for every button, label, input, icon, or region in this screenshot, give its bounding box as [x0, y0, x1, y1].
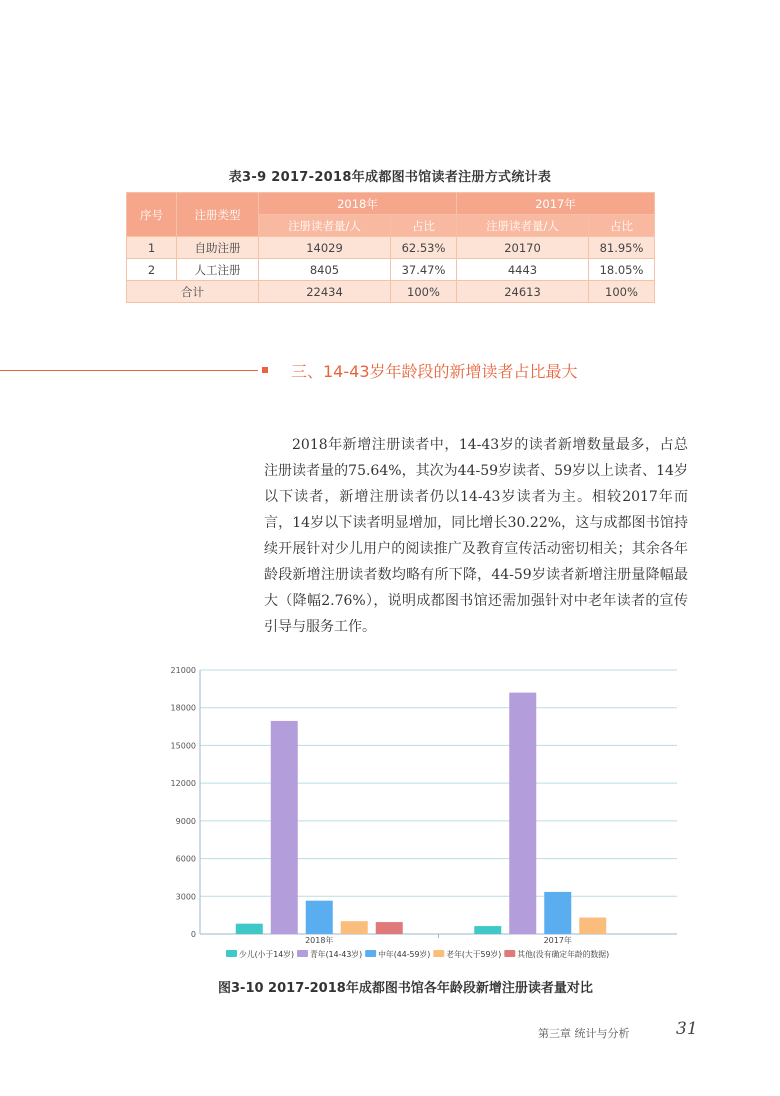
cell-count-2018: 14029 [259, 237, 391, 259]
cell-ratio-2018: 37.47% [391, 259, 457, 281]
legend-swatch [297, 950, 308, 957]
table-row [127, 237, 655, 259]
section-rule [0, 370, 258, 371]
header-count-2018: 注册读者量/人 [259, 215, 391, 237]
y-tick-label: 15000 [170, 741, 196, 751]
bar [306, 901, 333, 934]
cell-count-2018: 8405 [259, 259, 391, 281]
total-ratio-2018: 100% [391, 281, 457, 303]
cell-ratio-2018: 62.53% [391, 237, 457, 259]
y-tick-label: 12000 [170, 779, 196, 789]
legend-label: 中年(44-59岁) [378, 950, 431, 959]
bar [579, 918, 606, 934]
bar [236, 924, 263, 934]
header-year-2018: 2018年 [259, 193, 457, 215]
bar [341, 921, 368, 934]
header-count-2017: 注册读者量/人 [457, 215, 589, 237]
registration-stats-table [126, 192, 655, 303]
y-tick-label: 0 [190, 930, 196, 939]
y-tick-label: 18000 [170, 703, 196, 713]
header-ratio-2018: 占比 [391, 215, 457, 237]
legend-label: 青年(14-43岁) [310, 950, 363, 959]
x-tick-label: 2017年 [543, 936, 572, 945]
legend-swatch [504, 950, 515, 957]
y-tick-label: 6000 [175, 854, 196, 864]
cell-index: 2 [127, 259, 177, 281]
y-tick-label: 3000 [175, 892, 196, 902]
table-row [127, 259, 655, 281]
page-number: 31 [676, 1019, 698, 1039]
y-tick-label: 9000 [175, 816, 196, 826]
total-count-2017: 24613 [457, 281, 589, 303]
y-tick-label: 21000 [170, 666, 196, 675]
cell-count-2017: 4443 [457, 259, 589, 281]
cell-ratio-2017: 81.95% [589, 237, 655, 259]
header-year-2017: 2017年 [457, 193, 655, 215]
body-text [264, 432, 688, 640]
section-marker [262, 367, 268, 373]
legend-swatch [433, 950, 444, 957]
bar [474, 926, 501, 934]
cell-type: 人工注册 [177, 259, 259, 281]
legend-label: 老年(大于59岁) [446, 950, 502, 959]
header-type: 注册类型 [177, 193, 259, 237]
cell-count-2017: 20170 [457, 237, 589, 259]
bar [271, 721, 298, 934]
header-ratio-2017: 占比 [589, 215, 655, 237]
table-total-row [127, 281, 655, 303]
header-index: 序号 [127, 193, 177, 237]
cell-ratio-2017: 18.05% [589, 259, 655, 281]
cell-index: 1 [127, 237, 177, 259]
age-group-bar-chart [150, 660, 690, 970]
cell-type: 自助注册 [177, 237, 259, 259]
body-paragraph: 2018年新增注册读者中，14-43岁的读者新增数量最多，占总注册读者量的75.64%，其次为44-59岁读者、59岁以上读者、14岁以下读者，新增注册读者仍以14-43岁读者为主。相较2017年而言，14岁以下读者明显增加，同比增长30.22%，这与成都图书馆持续开展针对少儿用户的阅读推广及教育宣传活动密切相关；其余各年龄段新增注册读者数均略有所下降，44-59岁读者新增注册量降幅最大（降幅2.76%），说明成都图书馆还需加强针对中老年读者的宣传引导与服务工作。 [264, 437, 688, 635]
total-count-2018: 22434 [259, 281, 391, 303]
section-title: 三、14-43岁年龄段的新增读者占比最大 [291, 362, 578, 381]
table-header-row [127, 193, 655, 215]
legend-label: 少儿(小于14岁) [239, 950, 294, 959]
legend-label: 其他(没有确定年龄的数据) [517, 950, 610, 959]
figure-caption: 图3-10 2017-2018年成都图书馆各年龄段新增注册读者量对比 [218, 981, 593, 996]
total-label: 合计 [127, 281, 259, 303]
bar [544, 892, 571, 934]
bar [509, 693, 536, 934]
legend-swatch [365, 950, 376, 957]
bar [376, 922, 403, 934]
x-tick-label: 2018年 [305, 936, 334, 945]
table-caption: 表3-9 2017-2018年成都图书馆读者注册方式统计表 [228, 170, 552, 185]
legend-swatch [226, 950, 237, 957]
footer-chapter: 第三章 统计与分析 [538, 1027, 630, 1040]
total-ratio-2017: 100% [589, 281, 655, 303]
